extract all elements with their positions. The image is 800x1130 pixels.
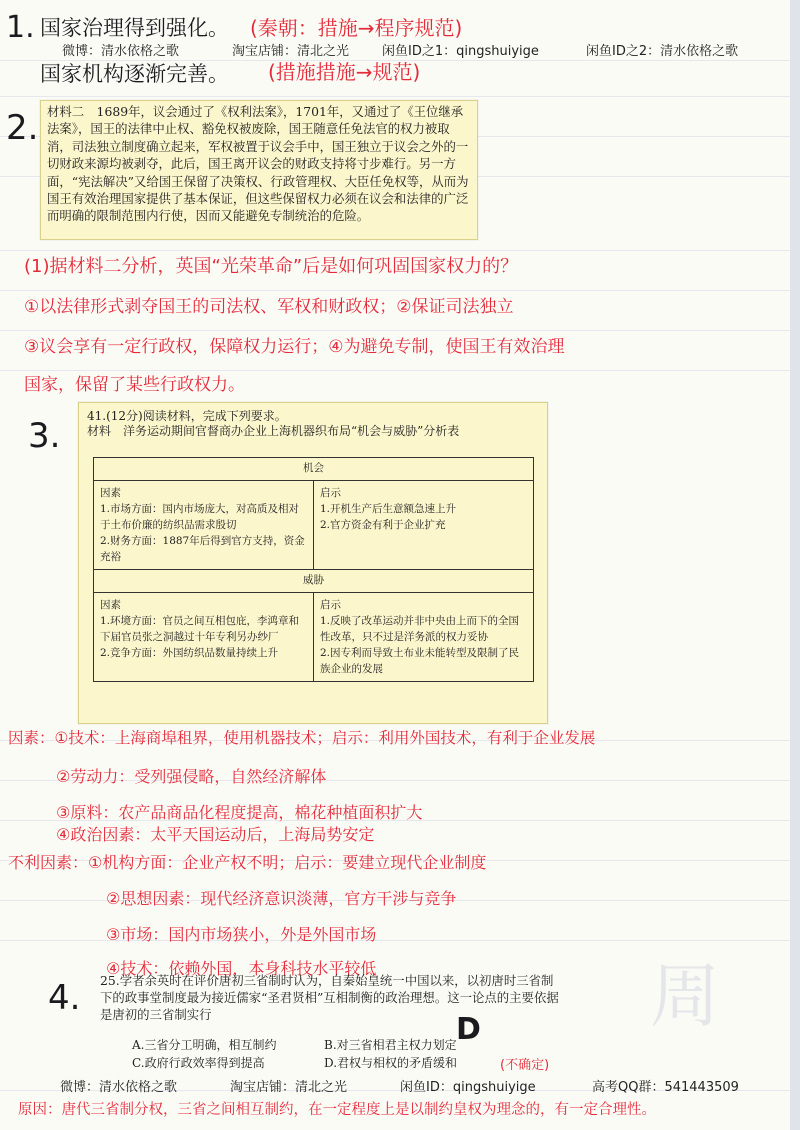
q25-option-a: A.三省分工明确，相互制约 bbox=[132, 1038, 277, 1052]
col-factor-label: 因素 bbox=[100, 487, 121, 499]
note-number-2: 2. bbox=[6, 108, 39, 148]
faint-bleed-character: 周 bbox=[650, 955, 720, 1037]
note-number-3: 3. bbox=[28, 416, 61, 456]
q3-factors-head: 因素：①技术：上海商埠租界，使用机器技术；启示：利用外国技术，有利于企业发展 bbox=[8, 729, 596, 747]
q41-head: 41.(12分)阅读材料，完成下列要求。 bbox=[87, 409, 287, 423]
opportunity-label: 机会 bbox=[94, 458, 534, 481]
note-number-4: 4. bbox=[48, 978, 81, 1018]
watermark-xianyu2-top: 闲鱼ID之2：清水依格之歌 bbox=[586, 44, 739, 59]
swot-table bbox=[93, 457, 534, 682]
watermark-taobao-top: 淘宝店铺：清北之光 bbox=[232, 44, 350, 59]
material-2-text: 材料二 1689年，议会通过了《权利法案》，1701年，又通过了《王位继承法案》，国王的法律中止权、豁免权被废除，国王随意任免法官的权力被取消，司法独立制度确立起来，军权被置于议会手中，国王独立于议会之外的一切财政来源均被剥夺，此后，国王离开议会的财政支持将寸步难行。另一方面，“宪法解决”又给国王保留了决策权、行政管理权、大臣任免权等，从而为国王有效治理国家提供了基本保证，但这些保留权力必须在议会和法律的广泛而明确的限制范围内行使，因而又能避免专制统治的危险。 bbox=[47, 104, 469, 224]
q2-answer-line-2: ③议会享有一定行政权，保障权力运行；④为避免专制，使国王有效治理 bbox=[24, 337, 565, 357]
q41-material-title: 材料 洋务运动期间官督商办企业上海机器织布局“机会与威胁”分析表 bbox=[87, 424, 460, 438]
watermark-qq-bottom: 高考QQ群：541443509 bbox=[592, 1080, 739, 1095]
binding-gutter bbox=[790, 0, 800, 1130]
q3-negative-4: ④技术：依赖外国，本身科技水平较低 bbox=[106, 959, 377, 978]
q3-negative-3: ③市场：国内市场狭小，外是外国市场 bbox=[106, 925, 377, 944]
col-insight-label-2: 启示 bbox=[320, 599, 341, 611]
q25-answer-note: (不确定) bbox=[500, 1058, 550, 1073]
watermark-xianyu-bottom: 闲鱼ID：qingshuiyige bbox=[400, 1080, 536, 1095]
q25-option-c: C.政府行政效率得到提高 bbox=[132, 1056, 265, 1070]
q3-factor-4: ④政治因素：太平天国运动后，上海局势安定 bbox=[56, 825, 375, 844]
q3-factor-3: ③原料：农产品商品化程度提高，棉花种植面积扩大 bbox=[56, 803, 423, 822]
opportunity-insights: 1.开机生产后生意额急速上升 2.官方资金有利于企业扩充 bbox=[320, 503, 457, 531]
question-25-stem: 25.学者余英时在评价唐初三省制时认为，自秦始皇统一中国以来，以初唐时三省制下的政事堂制度最为接近儒家“圣君贤相”互相制衡的政治理想。这一论点的主要依据是唐初的三省制实行 bbox=[100, 973, 559, 1022]
watermark-weibo-top: 微博：清水依格之歌 bbox=[62, 44, 180, 59]
q25-option-d: D.君权与相权的矛盾缓和 bbox=[324, 1056, 458, 1070]
question-41-clipping bbox=[78, 402, 548, 724]
threat-insights: 1.反映了改革运动并非中央由上而下的全国性改革，只不过是洋务派的权力妥协 2.因专利而导致土布业未能转型及限制了民族企业的发展 bbox=[320, 615, 520, 675]
note-1-line-2: 国家机构逐渐完善。 bbox=[40, 62, 229, 86]
watermark-xianyu1-top: 闲鱼ID之1：qingshuiyige bbox=[382, 44, 539, 59]
note-1-line-1: 国家治理得到强化。 bbox=[40, 16, 229, 40]
q2-answer-line-1: ①以法律形式剥夺国王的司法权、军权和财政权；②保证司法独立 bbox=[24, 297, 514, 317]
material-2-clipping bbox=[40, 100, 478, 240]
threat-label: 威胁 bbox=[94, 570, 534, 593]
watermark-weibo-bottom: 微博：清水依格之歌 bbox=[60, 1080, 178, 1095]
q3-negative-head: 不利因素：①机构方面：企业产权不明；启示：要建立现代企业制度 bbox=[8, 853, 487, 872]
col-insight-label: 启示 bbox=[320, 487, 341, 499]
q2-answer-line-3: 国家，保留了某些行政权力。 bbox=[24, 375, 245, 395]
note-number-1: 1. bbox=[6, 10, 35, 45]
watermark-taobao-bottom: 淘宝店铺：清北之光 bbox=[230, 1080, 348, 1095]
q25-option-b: B.对三省相君主权力划定 bbox=[324, 1038, 457, 1052]
q3-factor-2: ②劳动力：受列强侵略，自然经济解体 bbox=[56, 767, 327, 786]
q25-answer-mark: D bbox=[456, 1012, 481, 1047]
q2-question: (1)据材料二分析，英国“光荣革命”后是如何巩固国家权力的？ bbox=[24, 256, 519, 277]
q3-negative-2: ②思想因素：现代经济意识淡薄，官方干涉与竞争 bbox=[106, 889, 457, 908]
col-factor-label-2: 因素 bbox=[100, 599, 121, 611]
threat-factors: 1.环境方面：官员之间互相包庇，李鸿章和下届官员张之洞越过十年专利另办纱厂 2.竞争方面：外国纺织品数量持续上升 bbox=[100, 615, 300, 659]
note-1-line-2-red: (措施措施→规范) bbox=[268, 60, 421, 84]
bottom-red-answer: 原因：唐代三省制分权，三省之间相互制约，在一定程度上是以制约皇权为理念的，有一定合理性。 bbox=[18, 1102, 656, 1118]
opportunity-factors: 1.市场方面：国内市场庞大，对高质及相对于土布价廉的纺织品需求殷切 2.财务方面：1887年后得到官方支持，资金充裕 bbox=[100, 503, 305, 563]
note-1-line-1-red: (秦朝：措施→程序规范) bbox=[250, 16, 463, 40]
